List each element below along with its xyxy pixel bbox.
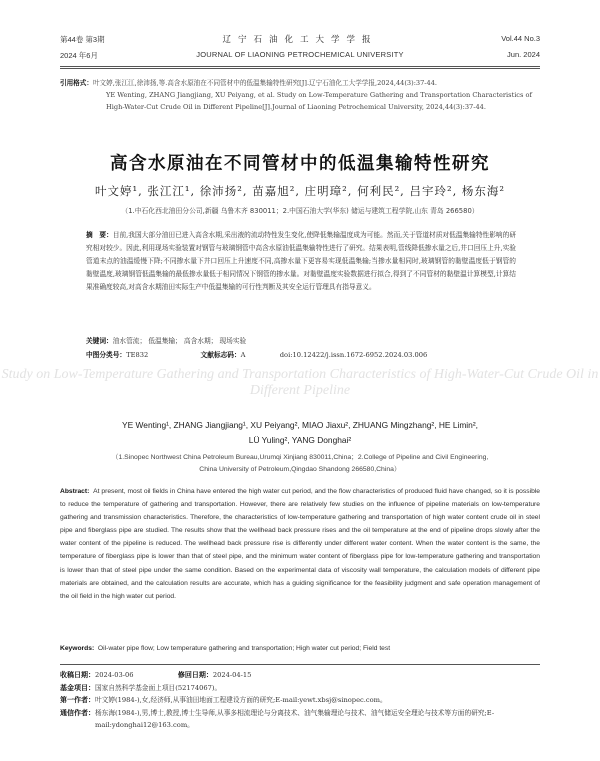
citation-block [60, 77, 540, 113]
keywords-cn-label: 关键词： [86, 337, 113, 345]
doi-label: doi: [279, 351, 293, 359]
first-author-label: 第一作者： [60, 696, 95, 704]
abstract-en [60, 485, 540, 603]
citation-label: 引用格式： [60, 79, 93, 87]
fund-line [60, 682, 540, 695]
fund-label: 基金项目： [60, 683, 95, 692]
date-cn: 2024 年6月 [60, 51, 98, 60]
revised-date: 2024-04-15 [212, 671, 252, 679]
abstract-cn-label: 摘 要： [86, 231, 113, 239]
keywords-cn-text: 油水管流； 低温集输； 高含水期； 现场实验 [112, 337, 247, 345]
received-label: 收稿日期： [60, 671, 95, 679]
clc-value: TE832 [126, 351, 149, 359]
footnote-rule [60, 664, 540, 665]
affiliations-en-line1: （1.Sinopec Northwest China Petroleum Bureau,Urumqi Xinjiang 830011,China；2.College of Pipeline and Civil Engineering, [111, 454, 489, 461]
affiliations-cn: （1.中石化西北油田分公司,新疆 乌鲁木齐 830011；2.中国石油大学(华东) 储运与建筑工程学院,山东 青岛 266580） [121, 207, 479, 215]
citation-cn [60, 77, 540, 89]
corresponding-author-text: 杨东海(1984-),男,博士,教授,博士生导师,从事多相流理论与分离技术、油气集输理论与技术、油气储运安全理论与技术等方面的研究;E-mail:ydonghai12@163.com。 [95, 708, 495, 729]
citation-en-text: YE Wenting, ZHANG Jiangjiang, XU Peiyang, et al. Study on Low-Temperature Gathering and Transportation Characteristics of High-Water-Cut Crude Oil in Different Pipeline[J].Journal of Liaoning Petrochemical University, 2024,44(3):37-44. [106, 91, 532, 111]
received-date: 2024-03-06 [95, 671, 134, 679]
authors-cn: 叶文婷¹, 张江江¹, 徐沛扬², 苗嘉旭², 庄明璋², 何利民², 吕宇玲², 杨东海² [94, 184, 506, 198]
doc-code-value: A [240, 351, 246, 359]
title-en-faded: Study on Low-Temperature Gathering and Transportation Characteristics of High-Water-Cut Crude Oil in Different Pipeline [1, 367, 599, 398]
classification-line [86, 349, 516, 362]
fund-text: 国家自然科学基金面上项目(52174067)。 [95, 683, 222, 692]
abstract-en-label: Abstract: [60, 488, 90, 495]
journal-name-en: JOURNAL OF LIAONING PETROCHEMICAL UNIVERSITY [196, 50, 404, 59]
clc-label: 中图分类号： [86, 351, 127, 359]
volume-issue-en: Vol.44 No.3 [501, 34, 540, 43]
keywords-cn [86, 335, 516, 348]
doi-value[interactable]: 10.12422/j.issn.1672-6952.2024.03.006 [292, 351, 428, 359]
keywords-en [60, 642, 540, 655]
affiliations-en-line2: China University of Petroleum,Qingdao Shandong 266580,China） [199, 466, 401, 473]
volume-issue-cn: 第44卷 第3期 [60, 35, 105, 44]
citation-cn-text: 叶文婷,张江江,徐沛扬,等.高含水原油在不同管材中的低温集输特性研究[J].辽宁石油化工大学学报,2024,44(3):37-44. [92, 79, 438, 87]
authors-en-line1: YE Wenting¹, ZHANG Jiangjiang¹, XU Peiyang², MIAO Jiaxu², ZHUANG Mingzhang², HE Limin², [122, 420, 478, 430]
doc-code-label: 文献标志码： [200, 351, 241, 359]
dates-line [60, 669, 540, 682]
authors-en-line2: LÜ Yuling², YANG Donghai² [248, 435, 352, 445]
abstract-en-text: At present, most oil fields in China have entered the high water cut period, and the flow characteristics of produced fluid have changed, so it is possible to reduce the temperature of gathering and transportation. However, there are relatively few studies on the influence of pipeline materials on low-temperature gathering and transmission characteristics. Therefore, the characteristics of low-temperature gathering and transportation of high water content crude oil in steel pipe and fiberglass pipe are studied. The results show that the wellhead back pressure rises and the oil temperature at the end of pipeline drops slowly after the water content of the pipeline is reduced. The wellhead back pressure rise is differently under different water content. When the water content is the same, the temperature of fiberglass pipe is lower than that of steel pipe, and the minimum water content of fiberglass pipe for low-temperature gathering and transportation is lower than that of steel pipe under the same condition. Based on the experimental data of viscosity wall temperature, the calculation models of different pipe materials are obtained, and the calculation results are accurate, which has a guiding significance for the feasibility judgment and safe operation management of the oil field in the high water cut period. [60, 488, 541, 600]
header-rule [60, 66, 540, 67]
footnotes [60, 669, 540, 732]
keywords-en-label: Keywords: [60, 645, 95, 652]
header-rule-2 [60, 68, 540, 69]
abstract-cn-text: 目前,我国大部分油田已进入高含水期,采出液的流动特性发生变化,使降低集输温度成为可能。然而,关于管道材质对低温集输特性影响的研究相对较少。因此,利用现场实验装置对钢管与玻璃钢管中高含水原油低温集输特性进行了研究。结果表明,管线降低掺水量之后,井口回压上升,实验管道末点的油温缓慢下降;不同掺水量下井口回压上升速度不同,高掺水量下更容易实现低温集输;当掺水量相同时,玻璃钢管的黏壁温度低于钢管的黏壁温度,玻璃钢管低温集输的最低掺水量低于相同情况下钢管的掺水量。对黏壁温度实验数据进行拟合,得到了不同管材的黏壁温计算模型,计算结果准确度较高,对高含水期油田实际生产中低温集输的可行性判断及其安全运行管理具有指导意义。 [86, 231, 517, 291]
keywords-en-text: Oil-water pipe flow; Low temperature gathering and transportation; High water cut period; Field test [97, 645, 391, 652]
revised-label: 修回日期： [177, 671, 213, 679]
first-author-text: 叶文婷(1984-),女,经济师,从事油田地面工程建设方面的研究;E-mail:yewt.xbsj@sinopec.com。 [95, 696, 387, 704]
corresponding-author-label: 通信作者： [60, 708, 95, 717]
abstract-cn [86, 229, 516, 294]
date-en: Jun. 2024 [507, 50, 540, 59]
first-author-line [60, 694, 540, 707]
corresponding-author-line [60, 707, 540, 732]
page-title: 高含水原油在不同管材中的低温集输特性研究 [110, 154, 490, 174]
journal-name-cn: 辽宁石油化工大学学报 [222, 35, 378, 45]
